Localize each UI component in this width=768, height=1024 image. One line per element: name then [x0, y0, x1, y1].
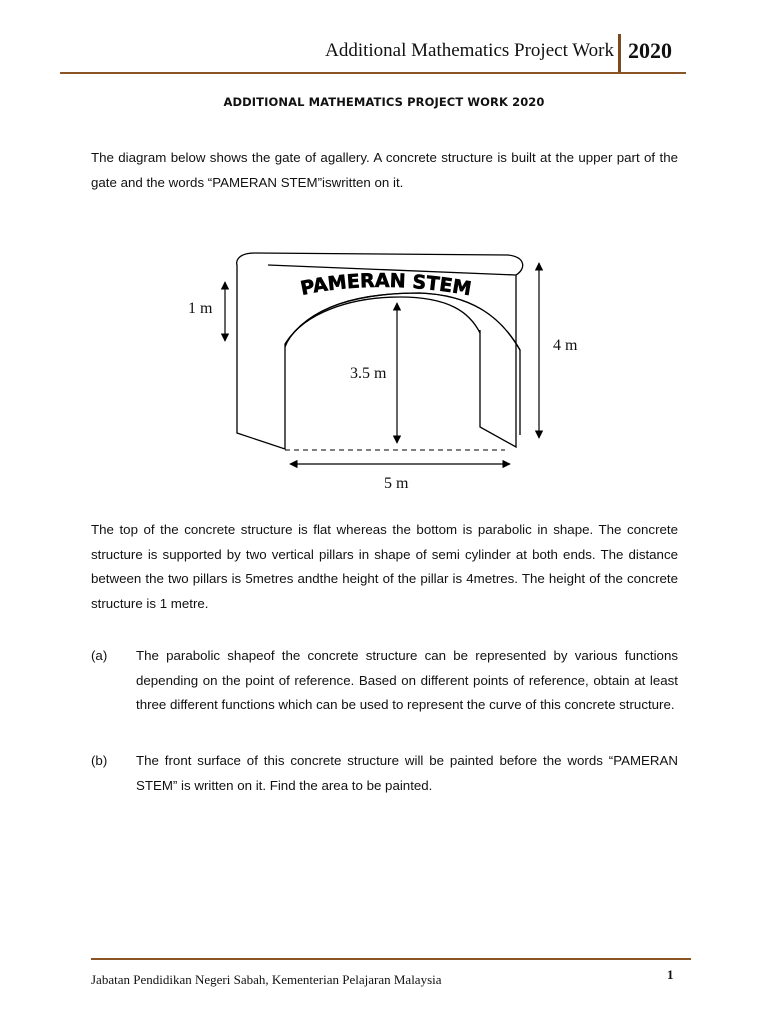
- question-a-label: (a): [91, 648, 108, 663]
- header-title: Additional Mathematics Project Work: [325, 40, 614, 61]
- arch-opening: [285, 293, 520, 435]
- footer-rule: [91, 958, 691, 960]
- question-a-text: The parabolic shapeof the concrete structure can be represented by various functions depending on the point of reference. Based on different points of reference, obtain at least three different functions which can be used to represent the curve of this concrete structure.: [136, 648, 678, 712]
- header-divider: [618, 34, 621, 74]
- intro-paragraph: The diagram below shows the gate of agallery. A concrete structure is built at the upper part of the gate and the words “PAMERAN STEM”iswritten on it.: [91, 150, 678, 190]
- description-paragraph: The top of the concrete structure is flat whereas the bottom is parabolic in shape. The concrete structure is supported by two vertical pillars in shape of semi cylinder at both ends. The distance between the two pillars is 5metres andthe height of the pillar is 4metres. The height of the concrete structure is 1 metre.: [91, 522, 678, 611]
- right-pillar: [480, 275, 516, 447]
- header-year: 2020: [628, 38, 672, 63]
- footer-text: Jabatan Pendidikan Negeri Sabah, Kementerian Pelajaran Malaysia: [91, 972, 442, 987]
- left-pillar-front: [285, 293, 520, 350]
- span-label: 5 m: [384, 475, 409, 492]
- arch-height-label: 3.5 m: [350, 365, 387, 382]
- page-number: 1: [667, 967, 674, 982]
- question-b-text: The front surface of this concrete structure will be painted before the words “PAMERAN STEM” is written on it. Find the area to be painted.: [136, 753, 678, 793]
- gate-diagram: [170, 235, 610, 500]
- header-rule: [60, 72, 686, 74]
- banner-text: PAMERAN STEM: [298, 269, 473, 301]
- document-heading: ADDITIONAL MATHEMATICS PROJECT WORK 2020: [223, 95, 545, 109]
- structure-top-outline: [237, 253, 285, 449]
- pillar-height-label: 4 m: [553, 337, 578, 354]
- question-b-label: (b): [91, 753, 108, 768]
- parabolic-arch: [285, 297, 480, 347]
- structure-height-label: 1 m: [188, 300, 213, 317]
